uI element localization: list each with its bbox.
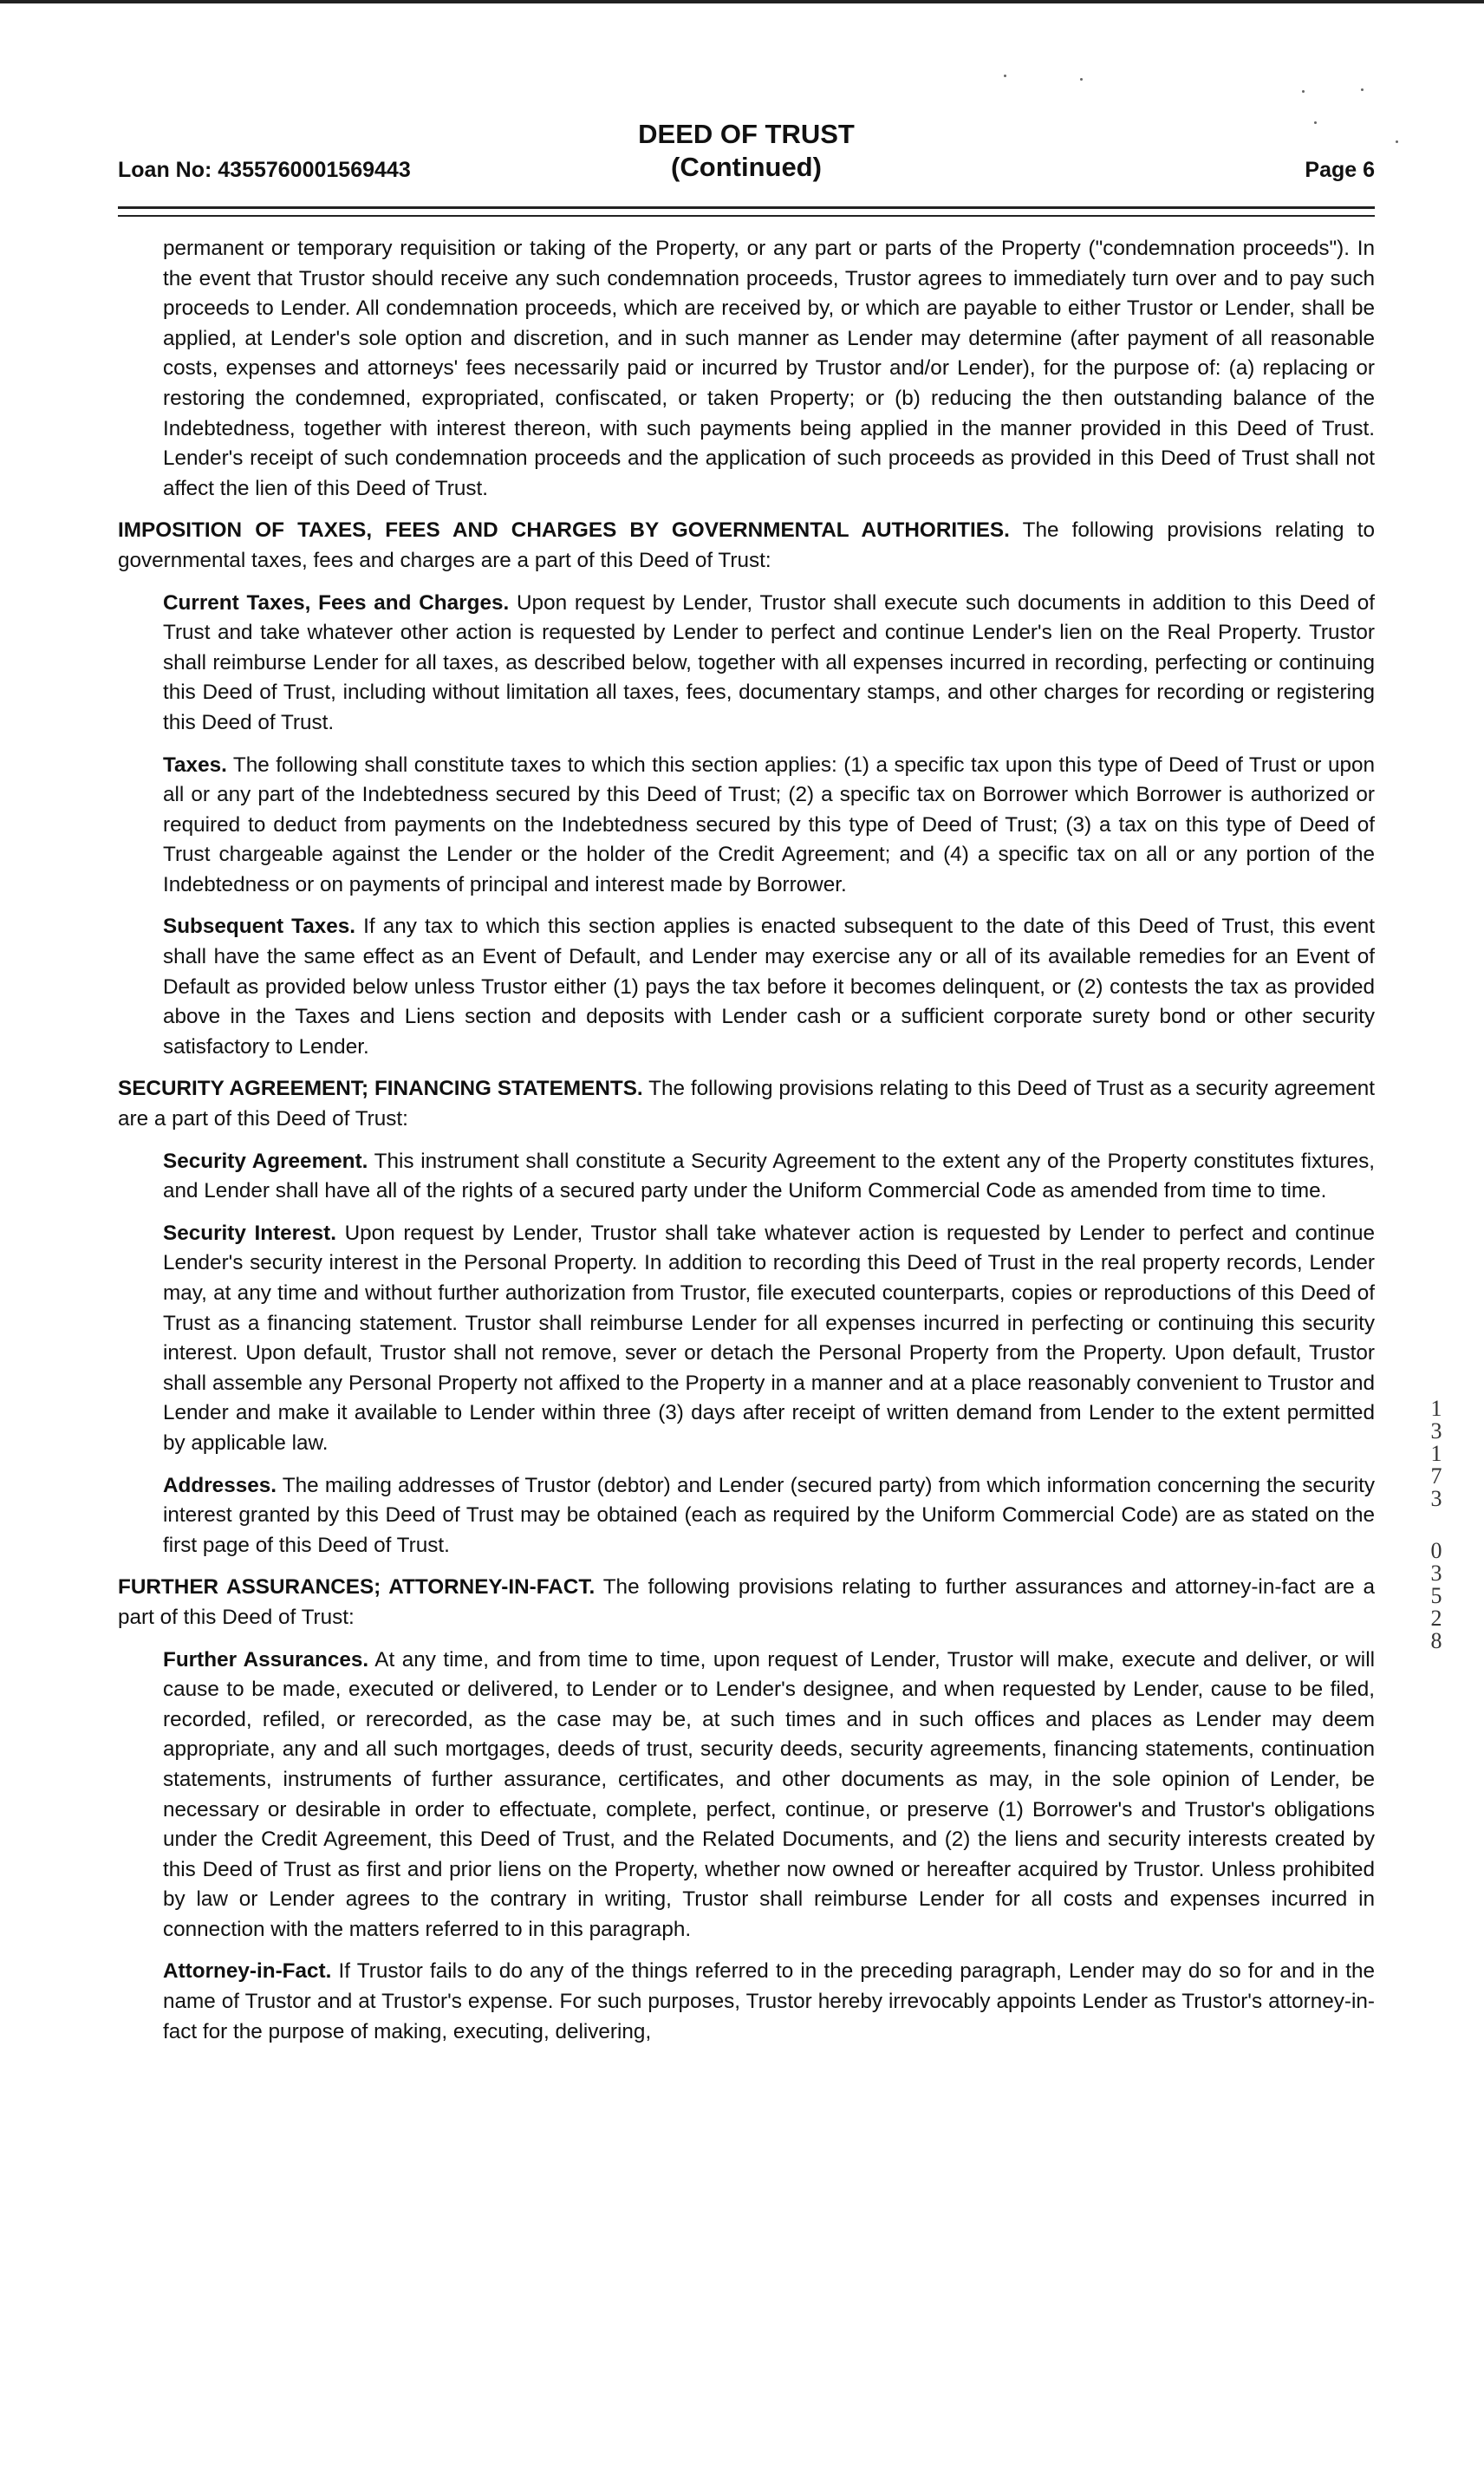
taxes-section-intro: The following provisions relating to governmental taxes, fees and charges are a part of this Deed of Trust: — [118, 518, 1375, 572]
stamp-digit: 3 — [1430, 1418, 1442, 1444]
title-line-2: (Continued) — [671, 152, 822, 182]
subsequent-taxes-text: If any tax to which this section applies is enacted subsequent to the date of this Deed of Trust, this event shall have the same effect as an Event of Default, and Lender may exercise any or all of its available remedies for an Event of Default as provided below unless Trustor either (1) pays the tax before it becomes delinquent, or (2) contests the tax as provided above in the Taxes and Liens section and deposits with Lender cash or a sufficient corporate surety bond or other security satisfactory to Lender. — [163, 915, 1375, 1059]
subsequent-taxes-heading: Subsequent Taxes. — [163, 915, 355, 939]
security-agreement-text: This instrument shall constitute a Security Agreement to the extent any of the Property constitutes fixtures, and Lender shall have all of the rights of a secured party under the Uniform Commercial Code as amended from time to time. — [163, 1149, 1375, 1203]
taxes-section-heading: IMPOSITION OF TAXES, FEES AND CHARGES BY GOVERNMENTAL AUTHORITIES. — [118, 518, 1010, 543]
scan-speck — [1314, 121, 1317, 124]
further-assurances-text: At any time, and from time to time, upon request of Lender, Trustor will make, execute and deliver, or will cause to be made, executed or delivered, to Lender or to Lender's designee, and when requested by Lender, cause to be filed, recorded, refiled, or rerecorded, as the case may be, at such times and in such offices and places as Lender may deem appropriate, any and all such mortgages, deeds of trust, security deeds, security agreements, financing statements, continuation statements, instruments of further assurance, certificates, and other documents as may, in the sole opinion of Lender, be necessary or desirable in order to effectuate, complete, perfect, continue, or preserve (1) Borrower's and Trustor's obligations under the Credit Agreement, this Deed of Trust, and the Related Documents, and (2) the liens and security interests created by this Deed of Trust as first and prior liens on the Property, whether now owned or hereafter acquired by Trustor. Unless prohibited by law or Lender agrees to the contrary in writing, Trustor shall reimburse Lender for all costs and expenses incurred in connection with the matters referred to in this paragraph. — [163, 1647, 1376, 1941]
addresses-heading: Addresses. — [163, 1473, 277, 1497]
taxes-section — [118, 516, 1375, 576]
further-assurances-paragraph — [163, 1646, 1375, 1945]
security-interest-paragraph — [163, 1219, 1375, 1459]
security-section — [118, 1074, 1375, 1134]
attorney-in-fact-paragraph — [163, 1957, 1375, 2047]
page-top-border — [0, 0, 1484, 3]
page-header — [118, 118, 1375, 187]
current-taxes-text: Upon request by Lender, Trustor shall execute such documents in addition to this Deed of Trust and take whatever other action is requested by Lender to perfect and continue Lender's lien on the Real Property. Trustor shall reimburse Lender for all taxes, as described below, together with all expenses incurred in recording, perfecting or continuing this Deed of Trust, including without limitation all taxes, fees, documentary stamps, and other charges for recording or registering this Deed of Trust. — [163, 590, 1375, 734]
header-rule-top — [118, 206, 1375, 209]
stamp-digit: 0 — [1430, 1538, 1442, 1563]
condemnation-paragraph: permanent or temporary requisition or taking of the Property, or any part or parts of the Property ("condemnation proceeds"). In the event that Trustor should receive any such condemnation proceeds, Trustor agrees to immediately turn over and to pay such proceeds to Lender. All condemnation proceeds, which are received by, or which are payable to either Trustor or Lender, shall be applied, at Lender's sole option and discretion, and in such manner as Lender may determine (after payment of all reasonable costs, expenses and attorneys' fees necessarily paid or incurred by Trustor and/or Lender), for the purpose of: (a) replacing or restoring the condemned, expropriated, confiscated, or taken Property; or (b) reducing the then outstanding balance of the Indebtedness, together with interest thereon, with such payments being applied in the manner provided in this Deed of Trust. Lender's receipt of such condemnation proceeds and the application of such proceeds as provided in this Deed of Trust shall not affect the lien of this Deed of Trust. — [163, 237, 1375, 500]
further-assurances-heading: Further Assurances. — [163, 1647, 369, 1672]
stamp-gap — [1422, 1510, 1451, 1540]
further-assurances-section-heading: FURTHER ASSURANCES; ATTORNEY-IN-FACT. — [118, 1575, 596, 1600]
security-section-intro: The following provisions relating to this Deed of Trust as a security agreement are a part of this Deed of Trust: — [118, 1077, 1375, 1131]
stamp-digit: 1 — [1430, 1441, 1442, 1466]
taxes-text: The following shall constitute taxes to which this section applies: (1) a specific tax upon this type of Deed of Trust or upon all or any part of the Indebtedness secured by this Deed of Trust; (2) a specific tax on Borrower which Borrower is authorized or required to deduct from payments on the Indebtedness secured by this type of Deed of Trust; (3) a tax on this type of Deed of Trust chargeable against the Lender or the holder of the Credit Agreement; and (4) a specific tax on all or any portion of the Indebtedness or on payments of principal and interest made by Borrower. — [163, 753, 1375, 896]
stamp-digit: 3 — [1430, 1486, 1442, 1511]
page-number: Page 6 — [1305, 158, 1375, 182]
stamp-digit: 7 — [1430, 1463, 1442, 1489]
taxes-paragraph — [163, 751, 1375, 901]
further-assurances-section-intro: The following provisions relating to further assurances and attorney-in-fact are a part of this Deed of Trust: — [118, 1575, 1375, 1629]
stamp-digit: 2 — [1430, 1606, 1442, 1631]
scan-speck — [1080, 78, 1083, 81]
stamp-digit: 1 — [1430, 1396, 1442, 1421]
current-taxes-paragraph — [163, 589, 1375, 739]
attorney-in-fact-text: If Trustor fails to do any of the things referred to in the preceding paragraph, Lender may do so for and in the name of Trustor and at Trustor's expense. For such purposes, Trustor hereby irrevocably appoints Lender as Trustor's attorney-in-fact for the purpose of making, executing, delivering, — [163, 1959, 1375, 2043]
stamp-digit: 5 — [1430, 1583, 1442, 1608]
security-agreement-paragraph — [163, 1147, 1375, 1207]
scan-speck — [1004, 75, 1006, 77]
further-assurances-section — [118, 1573, 1375, 1633]
document-title — [118, 118, 1375, 184]
stamp-digit: 3 — [1430, 1561, 1442, 1586]
document-body — [118, 234, 1375, 2059]
header-rule-bottom — [118, 215, 1375, 217]
scan-speck — [1361, 88, 1364, 91]
subsequent-taxes-paragraph — [163, 912, 1375, 1062]
attorney-in-fact-heading: Attorney-in-Fact. — [163, 1959, 332, 1984]
current-taxes-heading: Current Taxes, Fees and Charges. — [163, 590, 510, 615]
security-section-heading: SECURITY AGREEMENT; FINANCING STATEMENTS. — [118, 1077, 643, 1101]
scan-speck — [1396, 140, 1398, 143]
addresses-paragraph — [163, 1471, 1375, 1561]
security-interest-text: Upon request by Lender, Trustor shall take whatever action is requested by Lender to perfect and continue Lender's security interest in the Personal Property. In addition to recording this Deed of Trust in the real property records, Lender may, at any time and without further authorization from Trustor, file executed counterparts, copies or reproductions of this Deed of Trust as a financing statement. Trustor shall reimburse Lender for all expenses incurred in perfecting or continuing this security interest. Upon default, Trustor shall not remove, sever or detach the Personal Property from the Property. Upon default, Trustor shall assemble any Personal Property not affixed to the Property in a manner and at a place reasonably convenient to Trustor and Lender and make it available to Lender within three (3) days after receipt of written demand from Lender to the extent permitted by applicable law. — [163, 1221, 1375, 1455]
stamp-digit: 8 — [1430, 1628, 1442, 1653]
loan-number: Loan No: 4355760001569443 — [118, 158, 411, 182]
addresses-text: The mailing addresses of Trustor (debtor) and Lender (secured party) from which information concerning the security interest granted by this Deed of Trust may be obtained (each as required by the Uniform Commercial Code) are as stated on the first page of this Deed of Trust. — [163, 1473, 1375, 1557]
security-interest-heading: Security Interest. — [163, 1221, 337, 1245]
margin-recording-number — [1422, 1398, 1451, 1652]
taxes-heading: Taxes. — [163, 753, 227, 777]
scan-speck — [1302, 90, 1305, 93]
title-line-1: DEED OF TRUST — [638, 119, 855, 149]
security-agreement-heading: Security Agreement. — [163, 1149, 368, 1173]
